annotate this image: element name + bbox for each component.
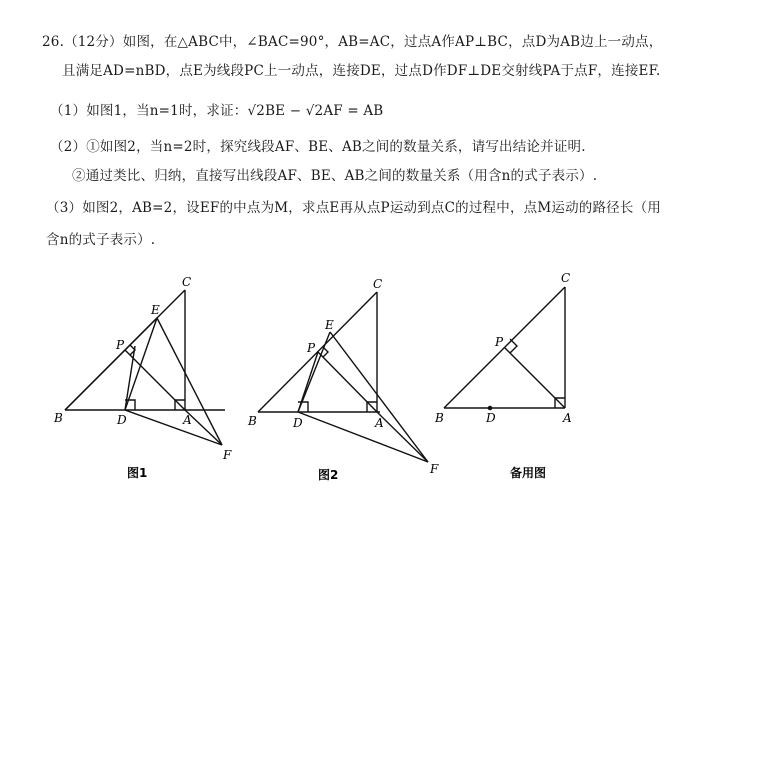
figure-backup (444, 287, 565, 410)
fig2-label-b: B (248, 414, 257, 428)
fig3-label-b: B (435, 411, 444, 425)
fig1-label-d: D (117, 413, 127, 427)
fig2-label-a: A (375, 416, 384, 430)
fig1-caption: 图1 (127, 466, 148, 480)
figure-1 (65, 290, 225, 445)
fig3-label-a: A (563, 411, 572, 425)
fig2-label-c: C (373, 277, 383, 291)
fig3-label-c: C (561, 271, 571, 285)
fig2-label-p: P (307, 341, 316, 355)
fig2-caption: 图2 (318, 468, 339, 482)
fig3-caption: 备用图 (510, 466, 547, 480)
figure-2 (258, 292, 428, 462)
question-part-3b: 含n的式子表示）. (46, 232, 156, 248)
question-part-2a: （2）①如图2，当n=2时，探究线段AF、BE、AB之间的数量关系，请写出结论并证明. (50, 139, 586, 155)
fig1-label-a: A (183, 413, 192, 427)
fig1-label-p: P (116, 338, 125, 352)
fig3-label-p: P (495, 335, 504, 349)
fig1-label-e: E (151, 303, 160, 317)
fig2-label-d: D (293, 416, 303, 430)
problem-line-1: 26.（12分）如图，在△ABC中，∠BAC=90°，AB=AC，过点A作AP⊥BC，点D为AB边上一动点， (42, 34, 663, 50)
fig2-label-e: E (325, 318, 334, 332)
problem-line-2: 且满足AD=nBD，点E为线段PC上一动点，连接DE，过点D作DF⊥DE交射线PA于点F，连接EF. (62, 63, 661, 79)
geometry-figures (0, 262, 778, 492)
question-part-3a: （3）如图2，AB=2，设EF的中点为M，求点E再从点P运动到点C的过程中，点M运动的路径长（用 (46, 200, 661, 216)
question-part-2b: ②通过类比、归纳，直接写出线段AF、BE、AB之间的数量关系（用含n的式子表示）. (72, 168, 598, 184)
fig1-label-c: C (182, 275, 192, 289)
fig3-label-d: D (486, 411, 496, 425)
fig2-label-f: F (430, 462, 439, 476)
fig1-label-b: B (54, 411, 63, 425)
fig1-label-f: F (223, 448, 232, 462)
question-part-1: （1）如图1，当n=1时，求证：√2BE − √2AF = AB (50, 103, 384, 119)
